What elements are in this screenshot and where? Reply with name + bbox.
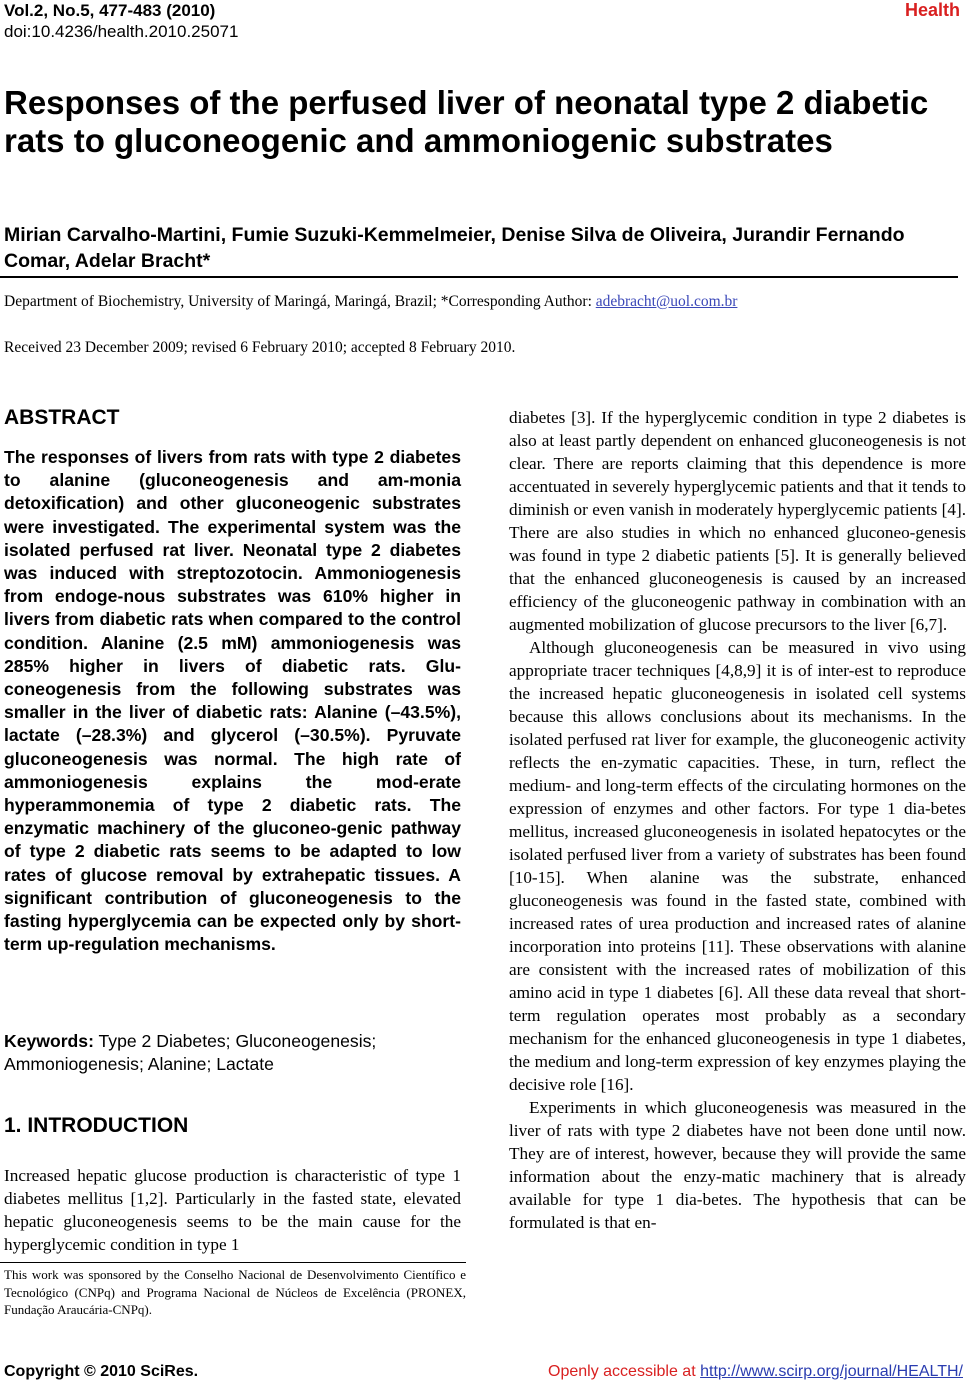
introduction-heading: 1. INTRODUCTION (4, 1114, 189, 1137)
abstract-heading: ABSTRACT (4, 406, 120, 429)
received-dates: Received 23 December 2009; revised 6 February 2010; accepted 8 February 2010. (4, 339, 516, 356)
abstract-text: The responses of livers from rats with type 2 diabetes to alanine (gluconeogenesis and am-monia detoxification) and other gluconeogenic substrates were investigated. The experimental system was the isolated perfused rat liver. Neonatal type 2 diabetes was induced with streptozotocin. Ammoniogenesis from endoge-nous substrates was 610% higher in livers from diabetic rats when compared to the control condition. Alanine (2.5 mM) ammoniogenesis was 285% higher in livers of diabetic rats. Glu-coneogenesis from the following substrates was smaller in the liver of diabetic rats: Alanine (–43.5%), lactate (–28.3%) and glycerol (–30.5%). Pyruvate gluconeogenesis was normal. The high rate of ammoniogenesis explains the mod-erate hyperammonemia of type 2 diabetic rats. The enzymatic machinery of the gluconeo-genic pathway of type 2 diabetic rats seems to be adapted to low rates of glucose removal by extrahepatic tissues. A significant contribution of gluconeogenesis to the fasting hyperglycemia can be expected only by short-term up-regulation mechanisms. (4, 447, 461, 955)
footnote-divider (0, 1262, 466, 1263)
body-paragraph: Although gluconeogenesis can be measured in vivo using appropriate tracer techniques [4,8,9] it is of inter-est to reproduce the increased hepatic gluconeogenesis in isolated cell systems because this allows conclusions about its mechanisms. In the isolated perfused rat liver for example, the gluconeogenic activity reflects the en-zymatic capacities. These, in turn, reflect the medium- and long-term effects of the circulating hormones on the expression of enzymes and other factors. For type 1 dia-betes mellitus, increased gluconeogenesis in isolated hepatocytes or the isolated perfused liver from a variety of substrates has been found [10-15]. When alanine was the substrate, enhanced gluconeogenesis was found in the fasted state, combined with increased rates of urea production and increased rates of alanine incorporation into proteins [11]. These observations with alanine are consistent with the increased rates of mobilization of this amino acid in type 1 diabetes [6]. All these data reveal that short-term regulation operates most probably as a secondary mechanism for the enhanced gluconeogenesis in type 1 diabetes, the medium and long-term expression of key enzymes playing the decisive role [16]. (509, 638, 966, 1094)
access-text: Openly accessible at (548, 1363, 701, 1380)
doi: doi:10.4236/health.2010.25071 (4, 22, 239, 41)
affiliation (4, 292, 737, 312)
author-list: Mirian Carvalho-Martini, Fumie Suzuki-Kemmelmeier, Denise Silva de Oliveira, Jurandir Fernando Comar, Adelar Bracht* (4, 224, 905, 272)
affiliation-text: Department of Biochemistry, University of Maringá, Maringá, Brazil; *Corresponding Author: (4, 293, 596, 310)
journal-reference: Vol.2, No.5, 477-483 (2010) (4, 1, 216, 20)
journal-url-link[interactable]: http://www.scirp.org/journal/HEALTH/ (700, 1363, 963, 1380)
funding-footnote: This work was sponsored by the Conselho Nacional de Desenvolvimento Científico e Tecnológico (CNPq) and Programa Nacional de Núcleos de Excelência (PRONEX, Fundação Araucária-CNPq). (4, 1267, 466, 1317)
copyright: Copyright © 2010 SciRes. (4, 1363, 199, 1380)
corresponding-email-link[interactable]: adebracht@uol.com.br (595, 293, 738, 310)
journal-name: Health (904, 0, 960, 20)
paper-title: Responses of the perfused liver of neonatal type 2 diabetic rats to gluconeogenic and ammoniogenic substrates (4, 84, 929, 159)
keywords (4, 1030, 461, 1076)
right-column (509, 406, 966, 1234)
keywords-text: Type 2 Diabetes; Gluconeogenesis; Ammoniogenesis; Alanine; Lactate (4, 1031, 377, 1075)
body-paragraph: Experiments in which gluconeogenesis was measured in the liver of rats with type 2 diabetes have not been done until now. They are of interest, however, because they will provide the same information about the enzy-matic machinery that is already available for type 1 dia-betes. The hypothesis that can be formulated is that en- (509, 1098, 966, 1232)
access-notice (548, 1363, 963, 1381)
keywords-label: Keywords: (4, 1031, 94, 1051)
author-divider (0, 276, 958, 278)
running-header (4, 0, 238, 42)
introduction-text-left: Increased hepatic glucose production is characteristic of type 1 diabetes mellitus [1,2]. Particularly in the fasted state, elevated hepatic gluconeogenesis seems to be the main cause for the hyperglycemic condition in type 1 (4, 1166, 461, 1254)
body-paragraph: diabetes [3]. If the hyperglycemic condition in type 2 diabetes is also at least partly dependent on enhanced gluconeogenesis is not clear. There are reports claiming that this dependence is more accentuated in severely hyperglycemic patients and that it tends to diminish or even vanish in moderately hyperglycemic patients [4]. There are also studies in which no enhanced gluconeo-genesis was found in type 2 diabetic patients [5]. It is generally believed that the enhanced gluconeogenesis is caused by an increased efficiency of the gluconeogenic pathway in combination with an augmented mobilization of glucose precursors to the liver [6,7]. (509, 408, 966, 634)
